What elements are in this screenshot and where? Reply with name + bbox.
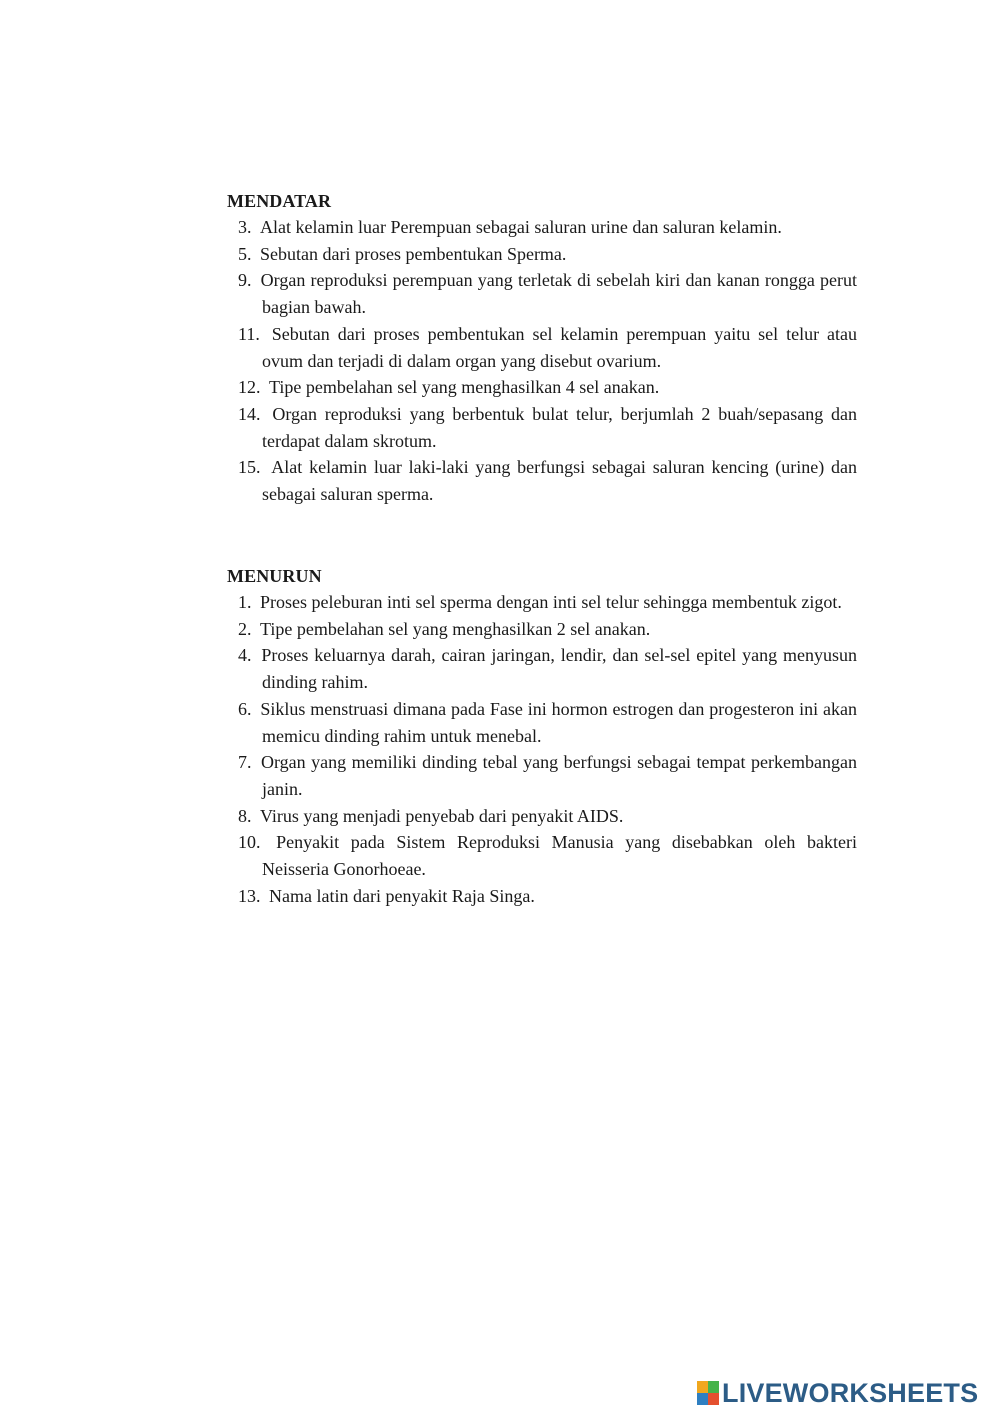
- clue-number: 12.: [238, 377, 265, 398]
- clue-item: [227, 267, 857, 320]
- clue-text: Nama latin dari penyakit Raja Singa.: [269, 885, 535, 906]
- clue-item: [227, 454, 857, 507]
- clue-text: Proses keluarnya darah, cairan jaringan, lendir, dan sel-sel epitel yang menyusun dinding rahim.: [261, 645, 857, 693]
- clue-number: 6.: [238, 698, 257, 719]
- clue-text: Organ yang memiliki dinding tebal yang berfungsi sebagai tempat perkembangan janin.: [261, 752, 857, 799]
- clue-item: [227, 642, 857, 695]
- mendatar-section: [227, 188, 857, 508]
- clue-text: Alat kelamin luar Perempuan sebagai saluran urine dan saluran kelamin.: [260, 217, 782, 237]
- menurun-section: [227, 563, 857, 909]
- clue-item: [227, 829, 857, 882]
- logo-text: LIVEWORKSHEETS: [722, 1378, 979, 1408]
- clue-number: 4.: [238, 645, 258, 666]
- clue-text: Tipe pembelahan sel yang menghasilkan 4 sel anakan.: [269, 377, 660, 398]
- liveworksheets-logo-icon: [697, 1381, 719, 1405]
- menurun-heading: MENURUN: [227, 566, 322, 586]
- menurun-clue-list: [227, 589, 857, 909]
- clue-number: 8.: [238, 805, 256, 826]
- clue-number: 3.: [238, 217, 256, 237]
- mendatar-clue-list: [227, 214, 857, 508]
- clue-item: [227, 401, 857, 454]
- clue-item: [227, 374, 857, 401]
- clue-number: 2.: [238, 618, 256, 639]
- clue-item: [227, 803, 857, 830]
- clue-number: 7.: [238, 752, 257, 773]
- clue-item: [227, 696, 857, 749]
- clue-item: [227, 883, 857, 910]
- clue-number: 15.: [238, 457, 268, 478]
- clue-text: Proses peleburan inti sel sperma dengan inti sel telur sehingga membentuk zigot.: [260, 592, 842, 612]
- clue-item: [227, 214, 857, 241]
- clue-item: [227, 321, 857, 374]
- clue-number: 9.: [238, 270, 257, 291]
- clue-text: Penyakit pada Sistem Reproduksi Manusia yang disebabkan oleh bakteri Neisseria Gonorhoeae.: [262, 832, 858, 880]
- clue-text: Siklus menstruasi dimana pada Fase ini hormon estrogen dan progesteron ini akan memicu dinding rahim untuk menebal.: [260, 698, 858, 746]
- clue-text: Virus yang menjadi penyebab dari penyakit AIDS.: [260, 805, 624, 826]
- liveworksheets-logo: [697, 1378, 978, 1408]
- clue-text: Organ reproduksi yang berbentuk bulat telur, berjumlah 2 buah/sepasang dan terdapat dalam skrotum.: [262, 403, 858, 451]
- clue-number: 13.: [238, 885, 265, 906]
- clue-text: Alat kelamin luar laki-laki yang berfungsi sebagai saluran kencing (urine) dan sebagai saluran sperma.: [262, 457, 857, 505]
- clue-number: 10.: [238, 832, 273, 853]
- clue-item: [227, 241, 857, 268]
- clue-number: 5.: [238, 243, 256, 264]
- clue-text: Sebutan dari proses pembentukan Sperma.: [260, 243, 567, 264]
- clue-number: 11.: [238, 323, 268, 344]
- clue-item: [227, 616, 857, 643]
- clue-item: [227, 749, 857, 802]
- clue-text: Organ reproduksi perempuan yang terletak di sebelah kiri dan kanan rongga perut bagian bawah.: [260, 270, 857, 318]
- mendatar-heading: MENDATAR: [227, 191, 332, 211]
- clue-item: [227, 589, 857, 616]
- clue-text: Sebutan dari proses pembentukan sel kelamin perempuan yaitu sel telur atau ovum dan terjadi di dalam organ yang disebut ovarium.: [262, 323, 857, 371]
- clue-number: 14.: [238, 403, 269, 424]
- clue-number: 1.: [238, 592, 256, 612]
- clue-text: Tipe pembelahan sel yang menghasilkan 2 sel anakan.: [260, 618, 651, 639]
